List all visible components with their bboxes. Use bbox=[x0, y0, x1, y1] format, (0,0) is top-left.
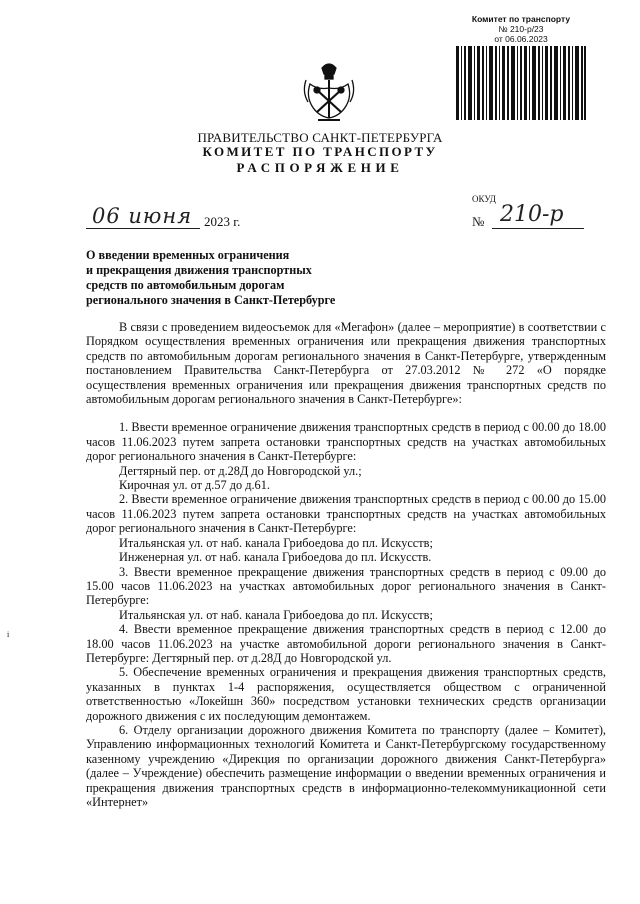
title-line: О введении временных ограничения bbox=[86, 248, 290, 262]
margin-mark: i bbox=[7, 630, 10, 639]
stamp-line-1: Комитет по транспорту bbox=[471, 14, 571, 24]
barcode bbox=[456, 46, 586, 120]
item-1: 1. Ввести временное ограничение движения транспортных средств в период с 00.00 до 18.00 часов 11.06.2023 путем запрета остановки транспортных средств на участках автомобильных дорог регионального значения в Санкт-Петербурге: bbox=[86, 420, 606, 464]
item-4: 4. Ввести временное прекращение движения транспортных средств в период с 12.00 до 18.00 часов 11.06.2023 на участке автомобильной дороги регионального значения в Санкт-Петербурге: Дегтярный пер. от д.28Д до Новгородской ул. bbox=[86, 622, 606, 665]
document-title bbox=[86, 248, 366, 308]
handwritten-number: 210-р bbox=[500, 202, 564, 227]
date-year: 2023 г. bbox=[204, 214, 241, 229]
item-6: 6. Отделу организации дорожного движения Комитета по транспорту (далее – Комитет), Управлению информационных технологий Комитета и Санкт-Петербургскому государственному казенному учреждению «Дирекция по организации дорожного движения Санкт-Петербурга» (далее – Учреждение) обеспечить размещение информации о введении временных ограничения и прекращения движения транспортных средств в информационно-телекоммуникационной сети «Интернет» bbox=[86, 722, 606, 809]
item-2: 2. Ввести временное ограничение движения транспортных средств в период с 00.00 до 15.00 часов 11.06.2023 путем запрета остановки транспортных средств на участках автомобильных дорог регионального значения в Санкт-Петербурге: bbox=[86, 492, 606, 536]
item-1-road-b: Кирочная ул. от д.57 до д.61. bbox=[119, 478, 270, 493]
date-underline bbox=[86, 228, 200, 229]
committee-name: КОМИТЕТ ПО ТРАНСПОРТУ bbox=[202, 144, 438, 159]
government-name: ПРАВИТЕЛЬСТВО САНКТ-ПЕТЕРБУРГА bbox=[197, 130, 443, 145]
document-type: РАСПОРЯЖЕНИЕ bbox=[236, 160, 404, 175]
number-sign: № bbox=[472, 214, 485, 229]
title-line: и прекращения движения транспортных bbox=[86, 263, 312, 277]
item-2-road-a: Итальянская ул. от наб. канала Грибоедова до пл. Искусств; bbox=[119, 535, 433, 550]
handwritten-date: 06 июня bbox=[92, 204, 193, 228]
title-line: средств по автомобильным дорогам bbox=[86, 278, 285, 292]
okud-label: ОКУД bbox=[472, 194, 496, 204]
coat-of-arms-emblem bbox=[300, 60, 358, 126]
document-body bbox=[86, 320, 606, 809]
stamp-line-2: № 210-р/23 bbox=[498, 24, 544, 34]
registration-stamp bbox=[446, 14, 596, 44]
item-2-road-b: Инженерная ул. от наб. канала Грибоедова до пл. Искусств. bbox=[119, 550, 432, 565]
stamp-line-3: от 06.06.2023 bbox=[494, 34, 548, 44]
item-1-road-a: Дегтярный пер. от д.28Д до Новгородской ул.; bbox=[119, 463, 362, 478]
item-3: 3. Ввести временное прекращение движения транспортных средств в период с 09.00 до 15.00 часов 11.06.2023 на участках автомобильных дорог регионального значения в Санкт-Петербурге: bbox=[86, 564, 606, 608]
number-underline bbox=[492, 228, 584, 229]
intro-paragraph: В связи с проведением видеосъемок для «Мегафон» (далее – мероприятие) в соответствии с Порядком осуществления временных ограничения или прекращения движения транспортных средств по автомобильным дорогам регионального значения в Санкт-Петербурге, утвержденным постановлением Правительства Санкт-Петербурга от 27.03.2012 № 272 «О порядке осуществления временных ограничения или прекращения движения транспортных средств по автомобильным дорогам регионального значения в Санкт-Петербурге»: bbox=[86, 320, 606, 407]
title-line: регионального значения в Санкт-Петербурге bbox=[86, 293, 336, 307]
item-5: 5. Обеспечение временных ограничения и прекращения движения транспортных средств, указанных в пунктах 1-4 распоряжения, осуществляется обществом с ограниченной ответственностью «Локейшн 360» посредством установки технических средств организации дорожного движения с их последующим демонтажем. bbox=[86, 665, 606, 723]
item-3-road-a: Итальянская ул. от наб. канала Грибоедова до пл. Искусств; bbox=[119, 607, 433, 622]
